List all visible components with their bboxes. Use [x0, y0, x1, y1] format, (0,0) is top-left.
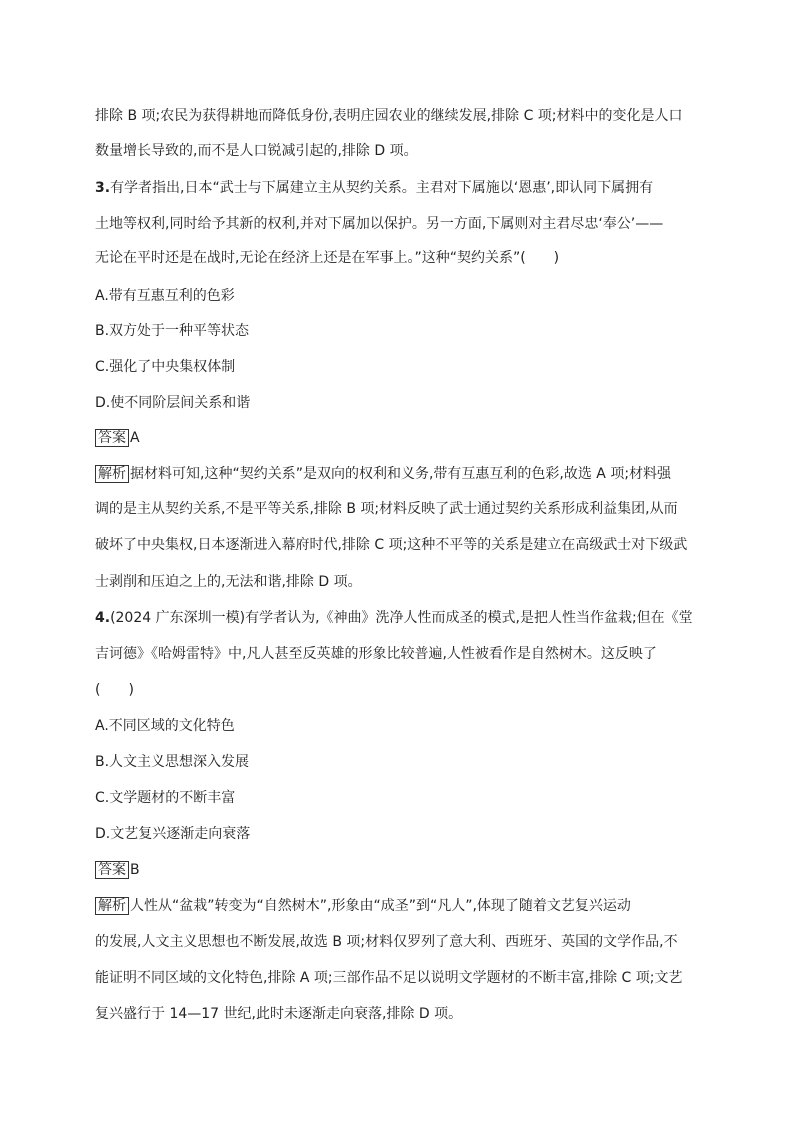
q3-analysis-line: 调的是主从契约关系,不是平等关系,排除 B 项;材料反映了武士通过契约关系形成利益集团,从而	[95, 501, 678, 517]
q3-stem-line: 土地等权利,同时给予其新的权利,并对下属加以保护。另一方面,下属则对主君尽忠‘奉公’——	[95, 216, 664, 232]
q3-analysis-line: 破坏了中央集权,日本逐渐进入幕府时代,排除 C 项;这种不平等的关系是建立在高级武士对下级武	[95, 537, 688, 553]
q3-stem-line	[95, 178, 653, 198]
q4-option-b: B.人文主义思想深入发展	[95, 754, 250, 770]
q3-answer-value: A	[130, 430, 140, 446]
continuation-line: 排除 B 项;农民为获得耕地而降低身份,表明庄园农业的继续发展,排除 C 项;材料中的变化是人口	[95, 108, 683, 124]
q4-stem-line	[95, 608, 693, 628]
answer-label-box: 答案	[95, 861, 129, 879]
q3-stem-text: 有学者指出,日本“武士与下属建立主从契约关系。主君对下属施以‘恩惠’,即认同下属拥有	[110, 180, 654, 196]
q3-number: 3.	[95, 180, 111, 196]
q3-stem-line: 无论在平时还是在战时,无论在经济上还是在军事上。”这种“契约关系”( )	[95, 250, 560, 266]
q4-analysis-line: 能证明不同区域的文化特色,排除 A 项;三部作品不足以说明文学题材的不断丰富,排除 C 项;文艺	[95, 970, 683, 986]
q4-answer-value: B	[130, 862, 140, 878]
continuation-line: 数量增长导致的,而不是人口锐减引起的,排除 D 项。	[95, 143, 418, 159]
q4-analysis-line: 的发展,人文主义思想也不断发展,故选 B 项;材料仅罗列了意大利、西班牙、英国的文学作品,不	[95, 934, 678, 950]
q4-option-d: D.文艺复兴逐渐走向衰落	[95, 826, 251, 842]
answer-label-box: 答案	[95, 429, 129, 447]
q3-option-b: B.双方处于一种平等状态	[95, 323, 250, 339]
q3-option-c: C.强化了中央集权体制	[95, 359, 236, 375]
q4-stem-text: (2024 广东深圳一模)有学者认为,《神曲》洗净人性而成圣的模式,是把人性当作盆栽;但在《堂	[110, 610, 693, 626]
q4-analysis-line: 复兴盛行于 14—17 世纪,此时未逐渐走向衰落,排除 D 项。	[95, 1006, 463, 1022]
q4-analysis-line	[95, 896, 631, 916]
q3-option-a: A.带有互惠互利的色彩	[95, 288, 235, 304]
q4-number: 4.	[95, 610, 111, 626]
q4-stem-line: 吉诃德》《哈姆雷特》中,凡人甚至反英雄的形象比较普遍,人性被看作是自然树木。这反映了	[95, 646, 657, 662]
q4-answer	[95, 860, 140, 880]
q4-analysis-text: 人性从“盆栽”转变为“自然树木”,形象由“成圣”到“凡人”,体现了随着文艺复兴运动	[130, 898, 631, 914]
analysis-label-box: 解析	[95, 897, 129, 915]
q4-option-c: C.文学题材的不断丰富	[95, 790, 236, 806]
q3-answer	[95, 428, 140, 448]
q4-stem-line: ( )	[95, 682, 134, 698]
analysis-label-box: 解析	[95, 465, 129, 483]
q3-analysis-line	[95, 464, 671, 484]
q3-analysis-text: 据材料可知,这种“契约关系”是双向的权利和义务,带有互惠互利的色彩,故选 A 项;材料强	[130, 466, 672, 482]
q3-option-d: D.使不同阶层间关系和谐	[95, 395, 251, 411]
q3-analysis-line: 士剥削和压迫之上的,无法和谐,排除 D 项。	[95, 574, 362, 590]
q4-option-a: A.不同区域的文化特色	[95, 718, 235, 734]
